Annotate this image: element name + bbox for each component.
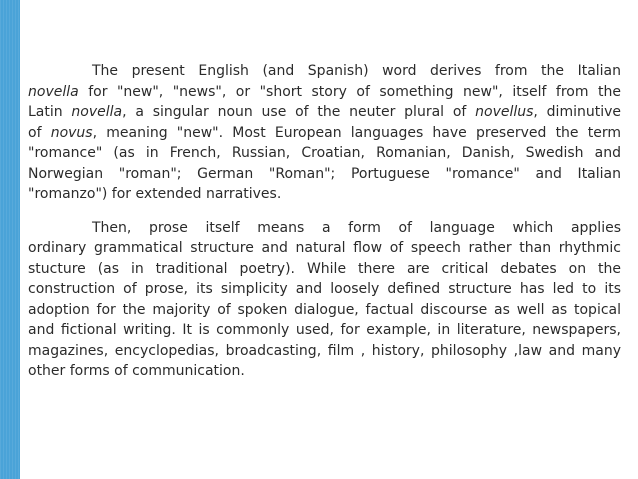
italic-term: novellus — [475, 104, 534, 120]
text-line — [28, 218, 621, 239]
accent-sidebar — [0, 0, 20, 479]
paragraph-prose-definition — [28, 218, 621, 382]
text-run: of — [28, 124, 51, 141]
text-line — [28, 184, 621, 205]
paragraph-novella-etymology — [28, 61, 621, 205]
text-line — [28, 320, 621, 341]
text-run: magazines, encyclopedias, broadcasting, film , history, philosophy ,law and many — [28, 342, 621, 359]
text-line — [28, 361, 621, 382]
text-run: construction of prose, its simplicity and loosely defined structure has led to its — [28, 281, 621, 297]
text-run: for "new", "news", or "short story of something new", itself from the — [78, 83, 621, 100]
text-line — [28, 238, 621, 259]
italic-term: novus — [50, 124, 93, 141]
text-run: The present English (and Spanish) word derives from the Italian — [92, 63, 621, 79]
text-run: , diminutive — [533, 104, 621, 120]
text-line — [28, 341, 621, 362]
italic-term: novella — [28, 83, 79, 100]
text-run: "romance" (as in French, Russian, Croatian, Romanian, Danish, Swedish and — [28, 145, 621, 161]
text-line — [28, 143, 621, 164]
text-run: other forms of communication. — [28, 363, 245, 379]
italic-term: novella — [71, 104, 123, 120]
text-run: "romanzo") for extended narratives. — [28, 186, 282, 202]
text-run: stucture (as in traditional poetry). While there are critical debates on the — [28, 260, 621, 277]
text-line — [28, 102, 621, 123]
text-run: Then, prose itself means a form of language which applies — [92, 219, 621, 236]
text-line — [28, 82, 621, 103]
text-line — [28, 164, 621, 185]
text-run: adoption for the majority of spoken dialogue, factual discourse as well as topical — [28, 301, 621, 318]
text-line — [28, 259, 621, 280]
text-run: , meaning "new". Most European languages have preserved the term — [92, 124, 621, 141]
text-line — [28, 123, 621, 144]
text-line — [28, 279, 621, 300]
text-run: , a singular noun use of the neuter plural of — [122, 104, 476, 120]
slide-body — [28, 61, 621, 382]
text-line — [28, 61, 621, 82]
text-run: and fictional writing. It is commonly used, for example, in literature, newspapers, — [28, 322, 621, 338]
text-run: Norwegian "roman"; German "Roman"; Portuguese "romance" and Italian — [28, 165, 621, 182]
text-line — [28, 300, 621, 321]
text-run: Latin — [28, 104, 72, 120]
text-run: ordinary grammatical structure and natural flow of speech rather than rhythmic — [28, 240, 621, 256]
